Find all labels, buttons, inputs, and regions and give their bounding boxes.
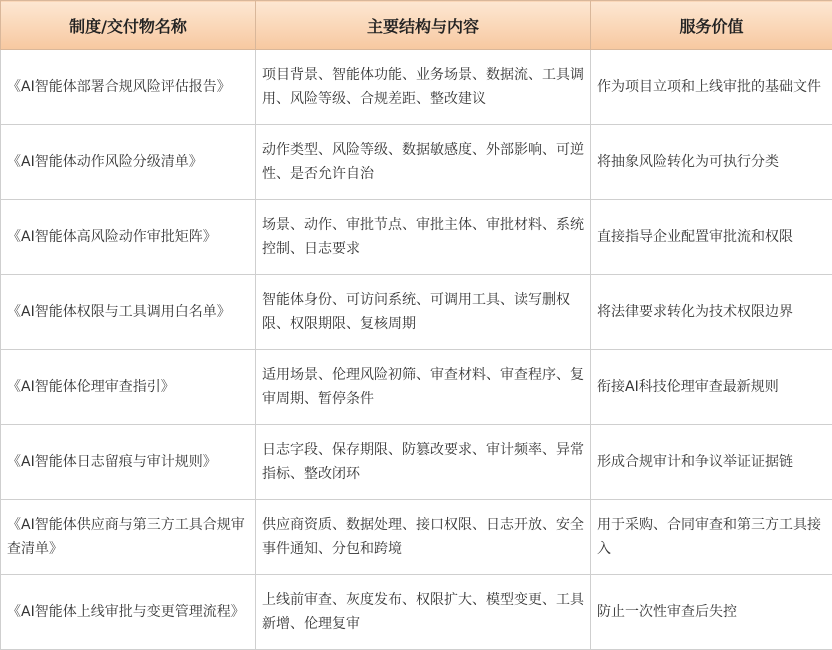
table-row	[1, 350, 832, 425]
row-name: 《AI智能体供应商与第三方工具合规审查清单》	[1, 500, 256, 575]
row-content: 上线前审查、灰度发布、权限扩大、模型变更、工具新增、伦理复审	[256, 575, 591, 650]
row-value: 将法律要求转化为技术权限边界	[591, 275, 832, 350]
row-name: 《AI智能体动作风险分级清单》	[1, 125, 256, 200]
table-row	[1, 575, 832, 650]
row-name: 《AI智能体权限与工具调用白名单》	[1, 275, 256, 350]
row-value: 作为项目立项和上线审批的基础文件	[591, 50, 832, 125]
row-value: 用于采购、合同审查和第三方工具接入	[591, 500, 832, 575]
table-row	[1, 200, 832, 275]
row-content: 项目背景、智能体功能、业务场景、数据流、工具调用、风险等级、合规差距、整改建议	[256, 50, 591, 125]
table-row	[1, 425, 832, 500]
header-row	[1, 1, 832, 50]
row-name: 《AI智能体日志留痕与审计规则》	[1, 425, 256, 500]
table-row	[1, 125, 832, 200]
row-content: 日志字段、保存期限、防篡改要求、审计频率、异常指标、整改闭环	[256, 425, 591, 500]
row-content: 智能体身份、可访问系统、可调用工具、读写删权限、权限期限、复核周期	[256, 275, 591, 350]
row-name: 《AI智能体伦理审查指引》	[1, 350, 256, 425]
row-name: 《AI智能体上线审批与变更管理流程》	[1, 575, 256, 650]
header-content: 主要结构与内容	[256, 1, 591, 50]
header-name: 制度/交付物名称	[1, 1, 256, 50]
row-content: 适用场景、伦理风险初筛、审查材料、审查程序、复审周期、暂停条件	[256, 350, 591, 425]
row-name: 《AI智能体高风险动作审批矩阵》	[1, 200, 256, 275]
row-value: 将抽象风险转化为可执行分类	[591, 125, 832, 200]
header-value: 服务价值	[591, 1, 832, 50]
row-value: 直接指导企业配置审批流和权限	[591, 200, 832, 275]
table-row	[1, 50, 832, 125]
table-row	[1, 500, 832, 575]
row-content: 供应商资质、数据处理、接口权限、日志开放、安全事件通知、分包和跨境	[256, 500, 591, 575]
row-content: 场景、动作、审批节点、审批主体、审批材料、系统控制、日志要求	[256, 200, 591, 275]
row-content: 动作类型、风险等级、数据敏感度、外部影响、可逆性、是否允许自治	[256, 125, 591, 200]
row-value: 防止一次性审查后失控	[591, 575, 832, 650]
row-value: 形成合规审计和争议举证证据链	[591, 425, 832, 500]
row-name: 《AI智能体部署合规风险评估报告》	[1, 50, 256, 125]
table-row	[1, 275, 832, 350]
row-value: 衔接AI科技伦理审查最新规则	[591, 350, 832, 425]
